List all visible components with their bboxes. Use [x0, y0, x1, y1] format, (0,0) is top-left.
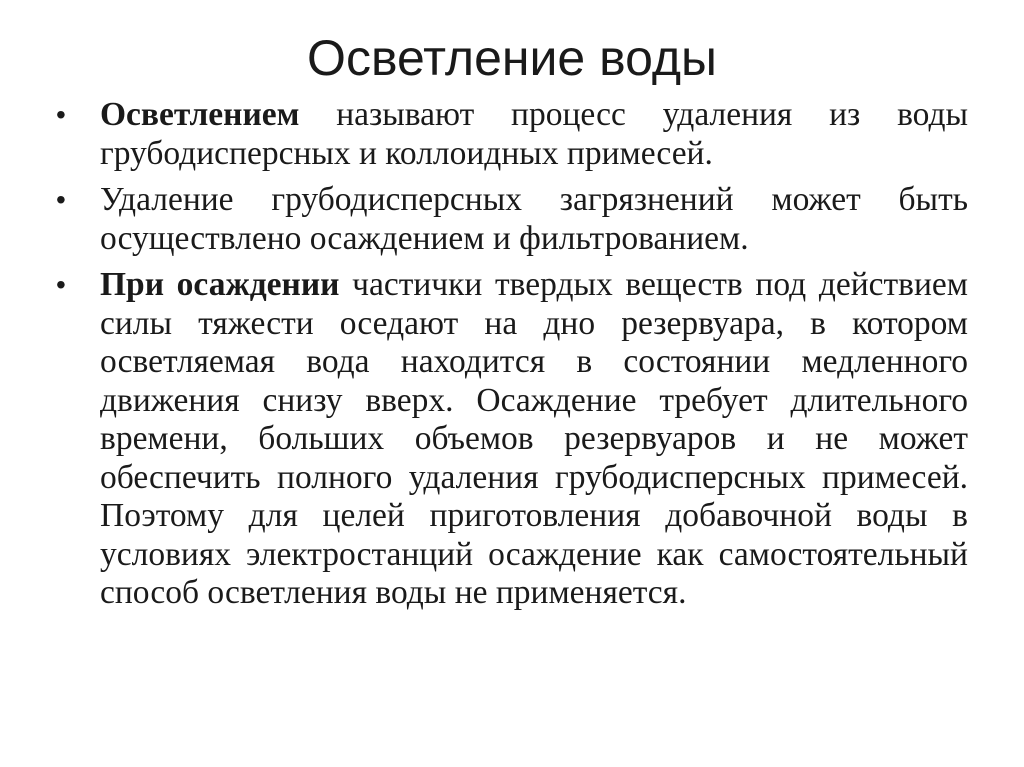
- bullet-item-sedimentation: [56, 266, 968, 613]
- bullet-text: частички твердых веществ под действием силы тяжести оседают на дно резервуара, в котором осветляемая вода находится в состоянии медленного движения снизу вверх. Осаждение требует длительного времени, больших объемов резервуаров и не может обеспечить полного удаления грубодисперсных примесей. Поэтому для целей приготовления добавочной воды в условиях электростанций осаждение как самостоятельный способ осветления воды не применяется.: [100, 266, 968, 611]
- bullet-item-removal-methods: [56, 181, 968, 258]
- bullet-item-clarification-definition: [56, 96, 968, 173]
- bullet-term: Осветлением: [100, 96, 300, 133]
- slide-title: Осветление воды: [307, 30, 717, 86]
- bullet-term: При осаждении: [100, 266, 340, 303]
- bullet-text: называют процесс удаления из воды грубодисперсных и коллоидных примесей.: [100, 96, 968, 172]
- bullet-text: Удаление грубодисперсных загрязнений может быть осуществлено осаждением и фильтрованием.: [100, 181, 968, 257]
- bullet-icon: •: [56, 269, 66, 300]
- bullet-list: [56, 96, 968, 621]
- bullet-icon: •: [56, 184, 66, 215]
- bullet-icon: •: [56, 99, 66, 130]
